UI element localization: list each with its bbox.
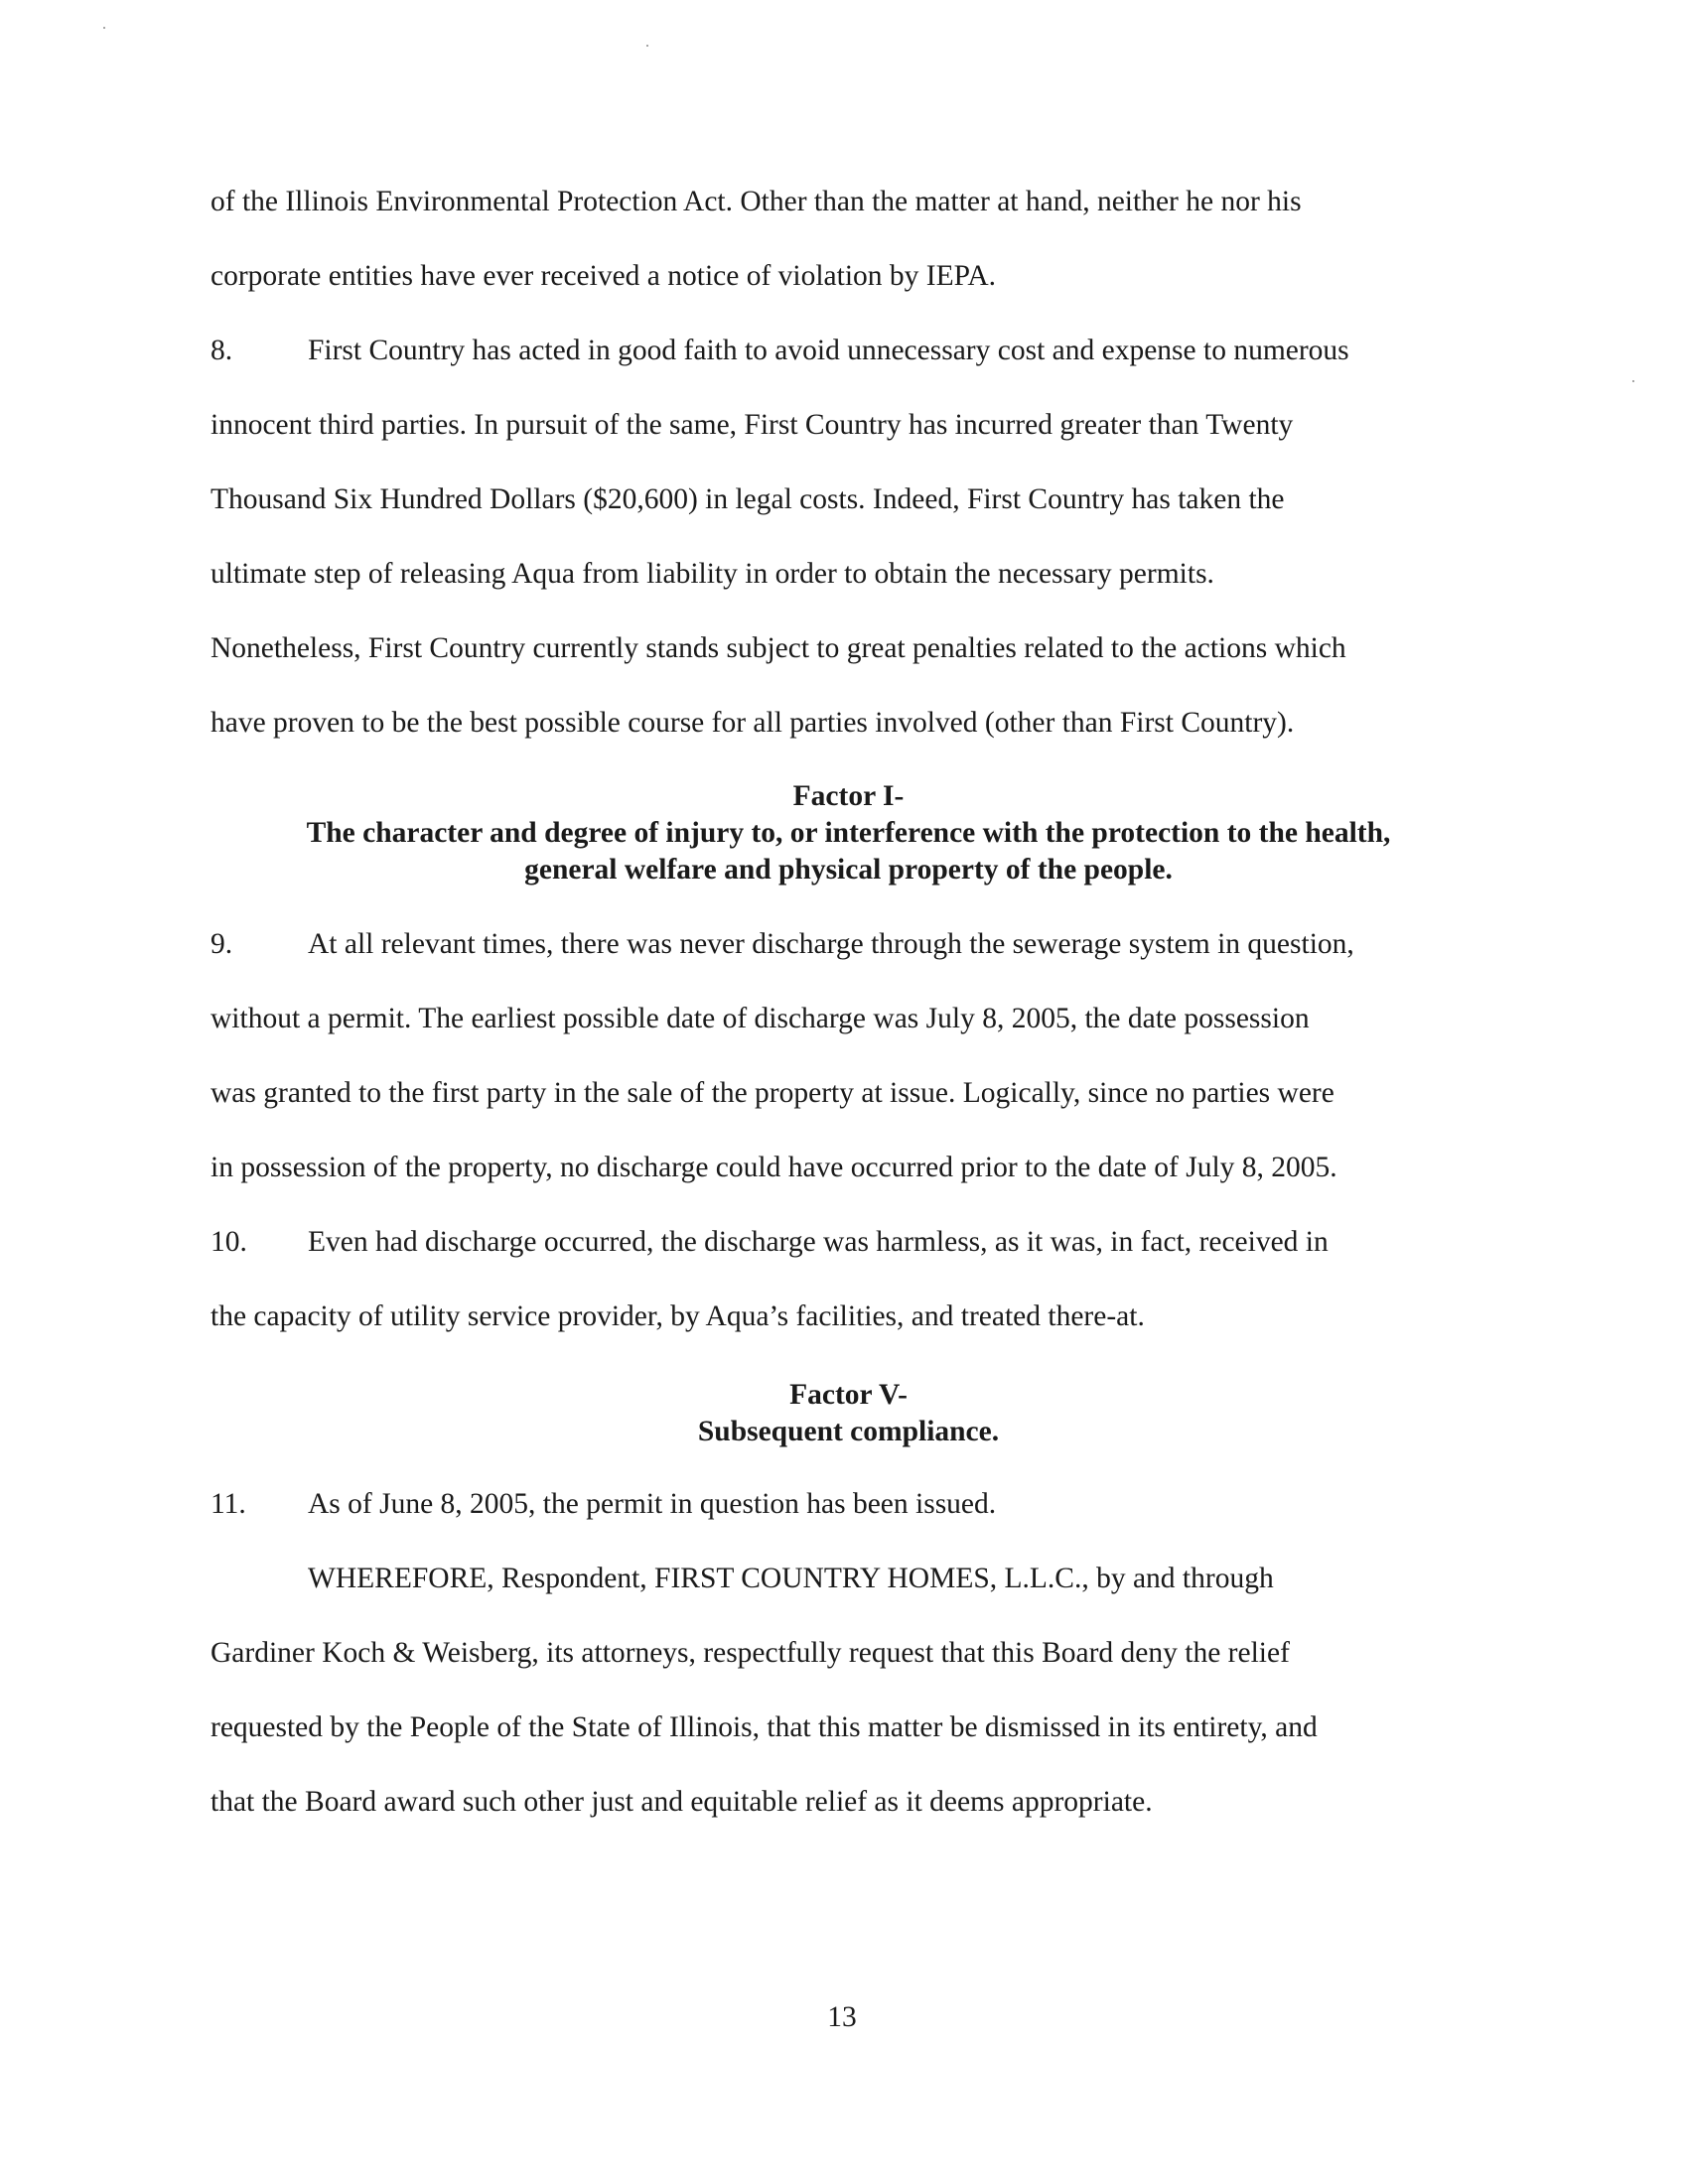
text-line: requested by the People of the State of Illinois, that this matter be dismissed in its entirety, and	[210, 1711, 1318, 1743]
factor-5-heading	[210, 1377, 1486, 1450]
text-run: WHEREFORE, Respondent, FIRST COUNTRY HOMES, L.L.C., by and through	[308, 1563, 1274, 1594]
paragraph-number: 11.	[210, 1488, 246, 1520]
continuation-paragraph	[210, 165, 1486, 314]
heading-line: general welfare and physical property of the people.	[524, 854, 1173, 886]
text-line: that the Board award such other just and equitable relief as it deems appropriate.	[210, 1786, 1153, 1818]
heading-line: Factor I-	[792, 780, 905, 812]
text-line: have proven to be the best possible course for all parties involved (other than First Country).	[210, 707, 1295, 739]
paragraph-8	[210, 314, 1486, 760]
heading-line: Subsequent compliance.	[697, 1416, 1000, 1447]
text-line	[210, 1205, 1486, 1280]
text-line: Nonetheless, First Country currently stands subject to great penalties related to the actions which	[210, 632, 1346, 664]
text-line: was granted to the first party in the sale of the property at issue. Logically, since no parties were	[210, 1077, 1334, 1109]
text-run: Even had discharge occurred, the discharge was harmless, as it was, in fact, received in	[308, 1226, 1329, 1258]
page-number: 13	[827, 2001, 857, 2033]
text-run: First Country has acted in good faith to avoid unnecessary cost and expense to numerous	[308, 335, 1349, 366]
paragraph-number: 9.	[210, 928, 233, 960]
paragraph-number: 8.	[210, 335, 233, 366]
text-line: Thousand Six Hundred Dollars ($20,600) in legal costs. Indeed, First Country has taken the	[210, 483, 1285, 515]
paragraph-11	[210, 1467, 1486, 1542]
scan-speck	[646, 45, 648, 47]
text-line	[210, 1542, 1486, 1616]
text-line: Gardiner Koch & Weisberg, its attorneys, respectfully request that this Board deny the relief	[210, 1637, 1290, 1669]
text-line: corporate entities have ever received a notice of violation by IEPA.	[210, 260, 997, 292]
paragraph-9	[210, 907, 1486, 1205]
text-line: innocent third parties. In pursuit of the same, First Country has incurred greater than Twenty	[210, 409, 1294, 441]
text-line: in possession of the property, no discharge could have occurred prior to the date of July 8, 2005.	[210, 1152, 1337, 1183]
heading-line: Factor V-	[789, 1379, 908, 1411]
text-line	[210, 907, 1486, 982]
text-line: without a permit. The earliest possible date of discharge was July 8, 2005, the date possession	[210, 1003, 1310, 1034]
wherefore-paragraph	[210, 1542, 1486, 1840]
text-run: At all relevant times, there was never discharge through the sewerage system in question,	[308, 928, 1354, 960]
scan-speck	[1632, 380, 1634, 382]
text-run: As of June 8, 2005, the permit in question has been issued.	[308, 1488, 997, 1520]
text-line: of the Illinois Environmental Protection Act. Other than the matter at hand, neither he nor his	[210, 186, 1302, 217]
text-line: ultimate step of releasing Aqua from liability in order to obtain the necessary permits.	[210, 558, 1214, 590]
factor-1-heading	[210, 778, 1486, 888]
paragraph-10	[210, 1205, 1486, 1354]
paragraph-number: 10.	[210, 1226, 247, 1258]
text-line	[210, 314, 1486, 388]
scan-speck	[103, 27, 105, 29]
heading-line: The character and degree of injury to, or interference with the protection to the health,	[306, 817, 1391, 849]
text-line: the capacity of utility service provider, by Aqua’s facilities, and treated there-at.	[210, 1300, 1145, 1332]
text-line	[210, 1467, 1486, 1542]
